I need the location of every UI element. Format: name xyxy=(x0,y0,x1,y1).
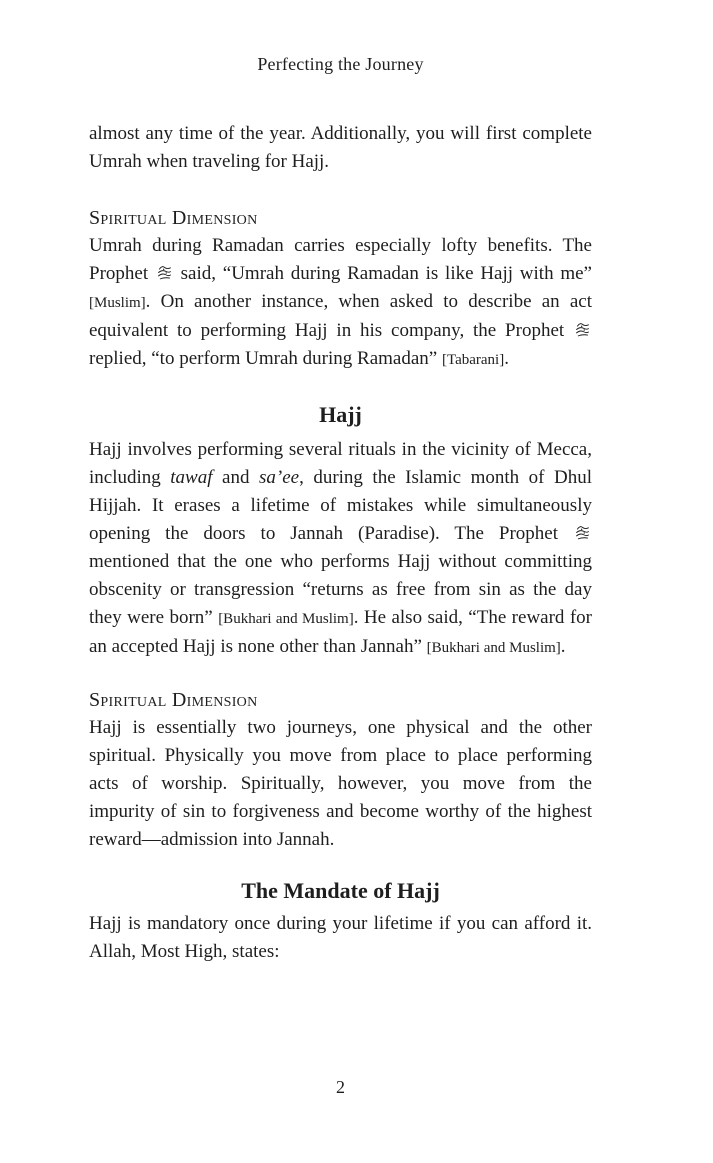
text-segment: . xyxy=(504,348,509,369)
hajj-spiritual-paragraph: Hajj is essentially two journeys, one physical and the other spiritual. Physically you move from place to place performing acts of worship. Spiritually, however, you move from the impurity of sin to forgiveness and become worthy of the highest reward—admission into Jannah. xyxy=(89,717,592,850)
spiritual-dimension-heading: Spiritual Dimension xyxy=(89,207,258,229)
mandate-paragraph: Hajj is mandatory once during your lifetime if you can afford it. Allah, Most High, states: xyxy=(89,913,592,962)
text-segment: said, “Umrah during Ramadan is like Hajj with me” xyxy=(173,263,592,284)
pbuh-icon xyxy=(574,524,591,541)
term-italic: sa’ee xyxy=(258,467,300,488)
term-italic: tawaf xyxy=(170,467,213,488)
page-number: 2 xyxy=(336,1077,345,1097)
umrah-ramadan-paragraph xyxy=(89,232,592,374)
mandate-heading: The Mandate of Hajj xyxy=(241,878,440,903)
citation: [Bukhari and Muslim] xyxy=(426,640,561,656)
intro-paragraph: almost any time of the year. Additionally, you will first complete Umrah when traveling for Hajj. xyxy=(89,123,592,172)
page-body xyxy=(89,120,592,966)
text-segment: , during the Islamic month of Dhul Hijjah. It erases a lifetime of mistakes while simultaneously opening the doors to Jannah (Paradise). The Prophet xyxy=(89,467,592,544)
citation: [Bukhari and Muslim] xyxy=(218,611,354,627)
text-segment: Hajj involves performing several rituals in the vicinity of Mecca, including xyxy=(89,439,592,488)
spiritual-dimension-heading-2: Spiritual Dimension xyxy=(89,689,258,711)
text-segment: mentioned that the one who performs Hajj without committing obscenity or transgression “returns as free from sin as the day they were born” xyxy=(89,551,592,628)
pbuh-icon xyxy=(156,264,173,281)
text-segment: and xyxy=(212,467,259,488)
running-header: Perfecting the Journey xyxy=(257,54,424,74)
hajj-paragraph xyxy=(89,436,592,662)
text-segment: . On another instance, when asked to describe an act equivalent to performing Hajj in his company, the Prophet xyxy=(89,291,592,341)
text-segment: . He also said, “The reward for an accepted Hajj is none other than Jannah” xyxy=(89,607,593,657)
citation: [Muslim] xyxy=(89,295,146,311)
text-segment: . xyxy=(560,636,566,657)
citation: [Tabarani] xyxy=(441,352,505,368)
text-segment: replied, “to perform Umrah during Ramadan” xyxy=(89,348,442,369)
text-segment: Umrah during Ramadan carries especially lofty benefits. The Prophet xyxy=(89,235,592,284)
hajj-heading: Hajj xyxy=(319,402,362,427)
pbuh-icon xyxy=(574,321,591,338)
